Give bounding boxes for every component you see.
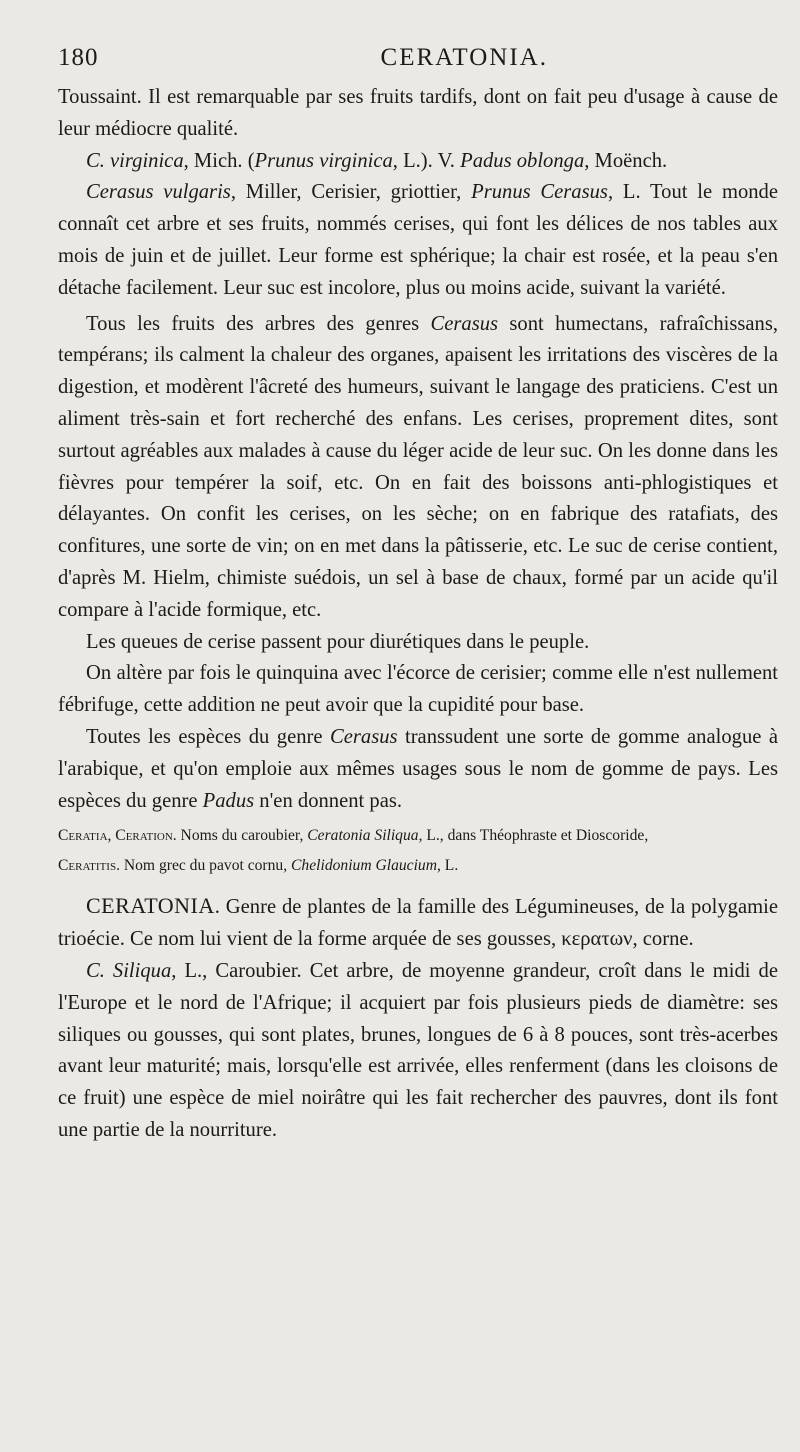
- paragraph-text: transsudent une sorte de gomme analogue à l'arabique, et qu'on emploie aux mêmes usages sous le nom de gomme de pays. Les espèces du genre: [58, 725, 778, 812]
- paragraph-cerasus-vulgaris: [58, 177, 778, 304]
- paragraph-text: On altère par fois le quinquina avec l'écorce de cerisier; comme elle n'est nullement fébrifuge, cette addition ne peut avoir que la cupidité pour base.: [58, 662, 778, 717]
- note-text: Nom grec du pavot cornu,: [119, 857, 292, 875]
- paragraph-gomme: [58, 722, 778, 817]
- paragraph-queues: [58, 627, 778, 659]
- species-name: Prunus Cerasus: [471, 181, 608, 204]
- note-ceratitis: [58, 853, 778, 878]
- note-text: , L., dans Théophraste et Dioscoride,: [418, 827, 649, 845]
- section-title: CERATONIA: [86, 893, 215, 919]
- paragraph-text: , Mich. (: [183, 149, 255, 172]
- paragraph-ceratonia-genus: [58, 890, 778, 956]
- paragraph-text: , L.). V.: [392, 149, 461, 172]
- paragraph-text: Toussaint. Il est remarquable par ses fruits tardifs, dont on fait peu d'usage à cause de leur médiocre qualité.: [58, 86, 778, 140]
- note-text: Noms du caroubier,: [176, 827, 308, 845]
- running-head: CERATONIA.: [380, 44, 548, 71]
- paragraph-text: Tous les fruits des arbres des genres: [86, 312, 431, 335]
- genus-name: Cerasus: [330, 725, 398, 748]
- paragraph-text: . Genre de plantes de la famille des Légumineuses, de la polygamie trioécie. Ce nom lui vient de la forme arquée de ses gousses, κερατων, corne.: [58, 896, 778, 951]
- paragraph-quinquina: [58, 658, 778, 722]
- paragraph-c-siliqua: [58, 956, 778, 1147]
- species-name: Chelidonium Glaucium: [291, 857, 437, 875]
- note-headword: Ceratitis.: [58, 857, 120, 875]
- species-name: C. virginica: [86, 149, 184, 172]
- paragraph-fruits-cerasus: [58, 309, 778, 627]
- paragraph-c-virginica: [58, 146, 778, 178]
- species-name: Prunus virginica: [254, 149, 393, 172]
- paragraph-text: , L., Caroubier. Cet arbre, de moyenne grandeur, croît dans le midi de l'Europe et le nord de l'Afrique; il acquiert par fois plusieurs pieds de diamètre: ses siliques ou gousses, qui sont plates, brunes, longues de 6 à 8 pouces, sont très-acerbes avant leur maturité; mais, lorsqu'elle est arrivée, elles renferment (dans les cloisons de ce fruit) une espèce de miel noirâtre qui les fait rechercher des pauvres, dont ils font une partie de la nourriture.: [58, 959, 778, 1141]
- page-header: [58, 44, 778, 82]
- species-name: Ceratonia Siliqua: [307, 827, 419, 845]
- note-ceratia: [58, 823, 778, 848]
- note-headword: Ceratia, Ceration.: [58, 827, 177, 845]
- paragraph-text: Les queues de cerise passent pour diurétiques dans le peuple.: [86, 630, 590, 653]
- page-number: 180: [58, 44, 99, 71]
- paragraph-text: n'en donnent pas.: [254, 789, 402, 812]
- paragraph-toussaint: [58, 82, 778, 146]
- species-name: C. Siliqua: [86, 959, 172, 982]
- paragraph-text: sont humectans, rafraîchissans, tempérans; ils calment la chaleur des organes, apaisent les irritations des viscères de la digestion, et modèrent l'âcreté des humeurs, suivant le langage des praticiens. C'est un aliment très-sain et fort recherché des enfans. Les cerises, proprement dites, sont surtout agréables aux malades à cause du léger acide de leur suc. On les donne dans les fièvres pour tempérer la soif, etc. On en fait des boissons anti-phlogistiques et délayantes. On confit les cerises, on les sèche; on en fabrique des ratafiats, des confitures, une sorte de vin; on en met dans la pâtisserie, etc. Le suc de cerise contient, d'après M. Hielm, chimiste suédois, un sel à base de chaux, formé par un acide qu'il compare à l'acide formique, etc.: [58, 312, 778, 621]
- paragraph-text: Toutes les espèces du genre: [86, 725, 330, 748]
- species-name: Cerasus vulgaris: [86, 181, 231, 204]
- paragraph-text: , L. Tout le monde connaît cet arbre et ses fruits, nommés cerises, qui font les délices de nos tables aux mois de juin et de juillet. Leur forme est sphérique; la chair est rosée, et la peau s'en détache facilement. Leur suc est incolore, plus ou moins acide, suivant la variété.: [58, 181, 778, 299]
- genus-name: Cerasus: [430, 312, 499, 335]
- species-name: Padus oblonga: [460, 149, 585, 172]
- paragraph-text: , Moënch.: [584, 149, 668, 172]
- note-text: , L.: [437, 857, 459, 875]
- genus-name: Padus: [202, 789, 255, 812]
- paragraph-text: , Miller, Cerisier, griottier,: [230, 181, 472, 204]
